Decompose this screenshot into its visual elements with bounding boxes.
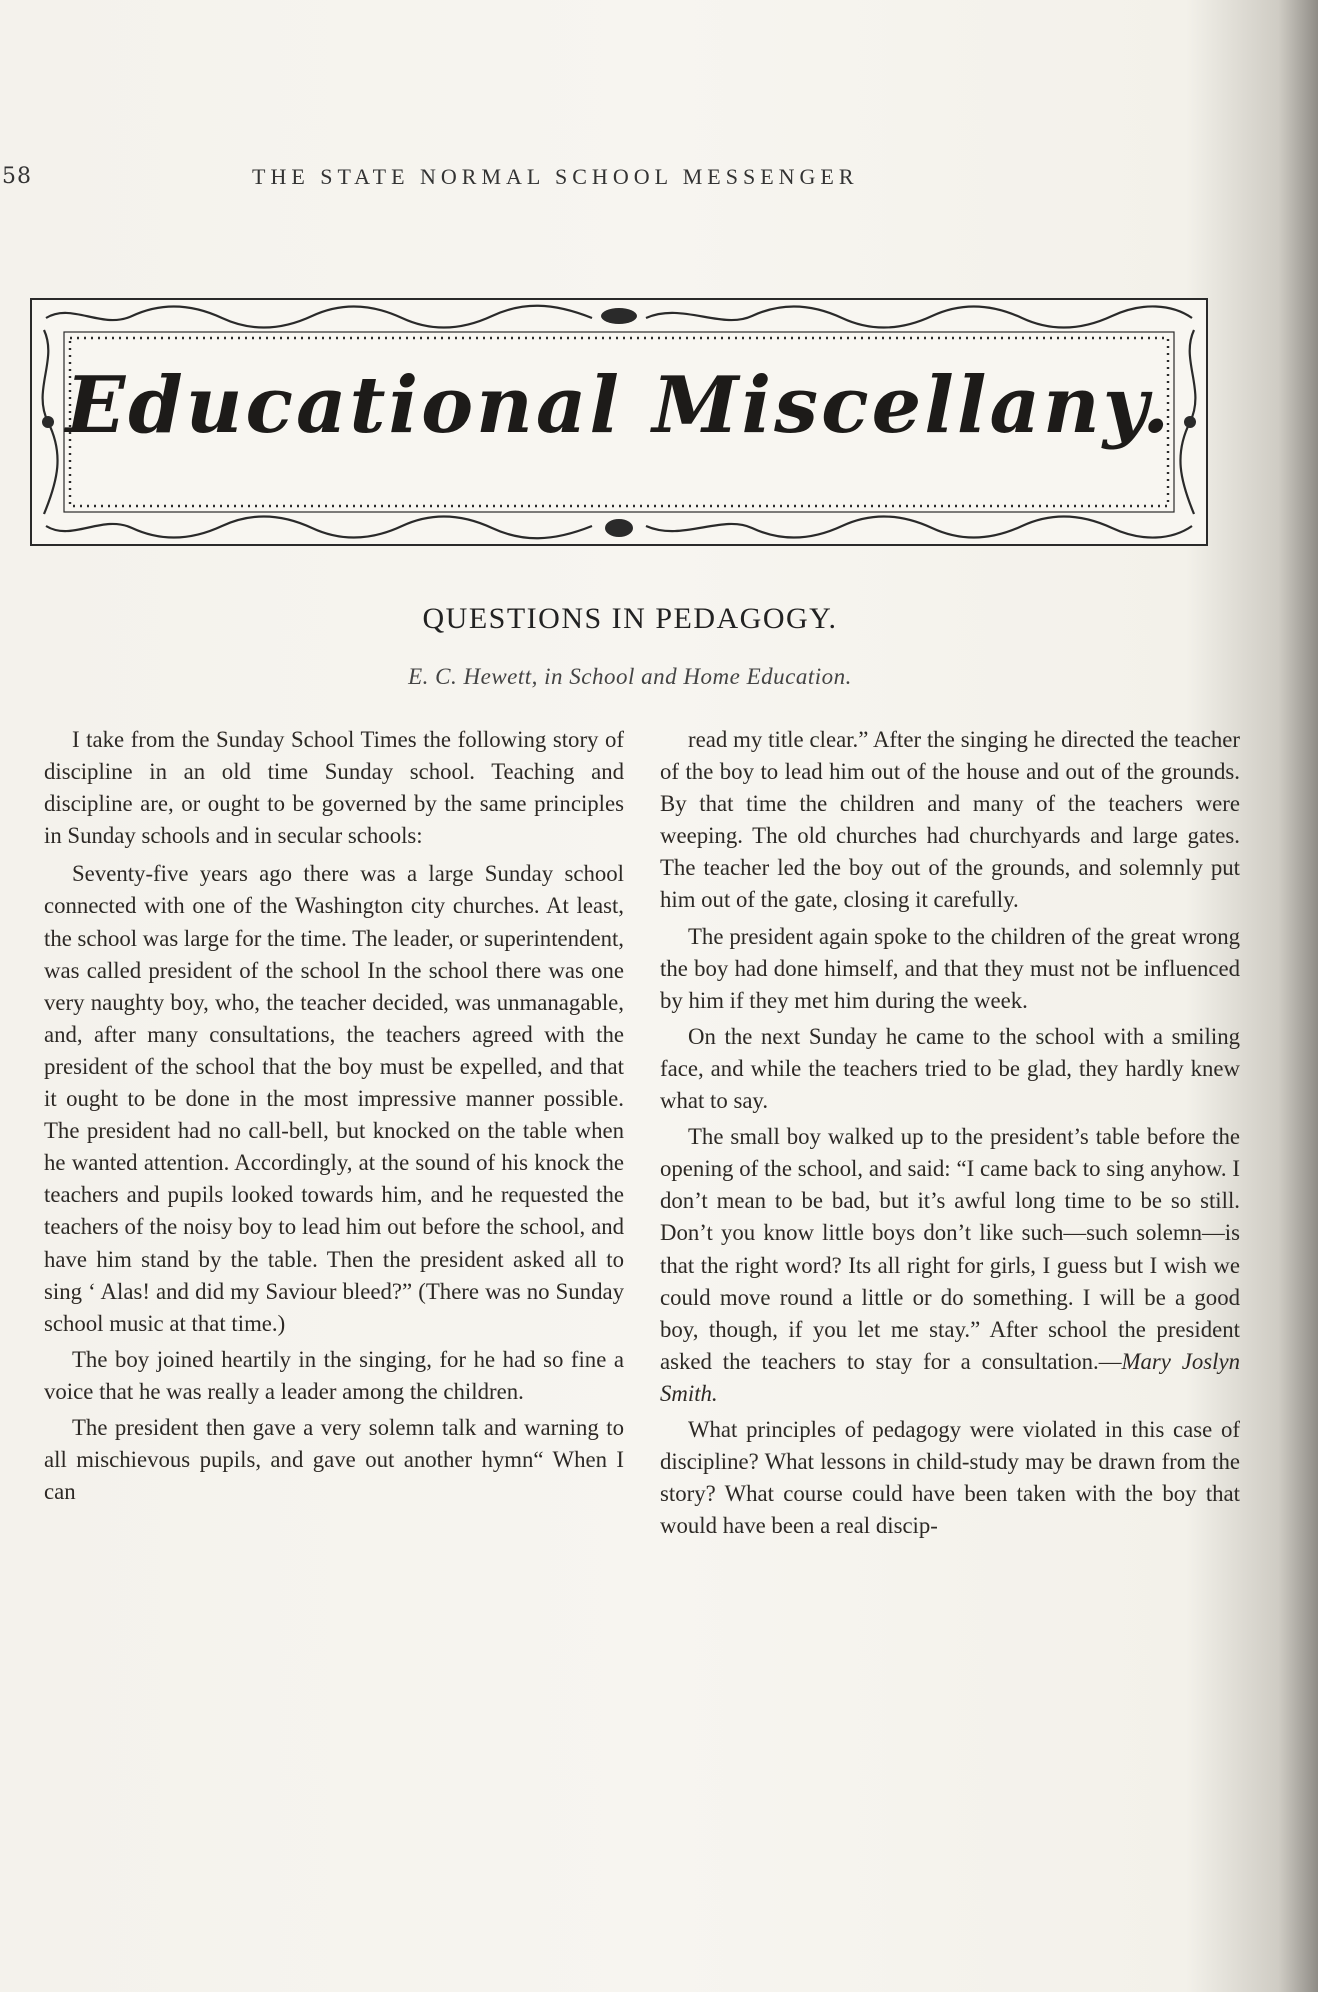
section-banner <box>30 298 1208 546</box>
article-byline: E. C. Hewett, in School and Home Education. <box>408 664 852 689</box>
running-head <box>0 164 1260 194</box>
paragraph: On the next Sunday he came to the school with a smiling face, and while the teachers tried to be glad, they hardly knew what to say. <box>660 1023 1240 1114</box>
paragraph-text: The small boy walked up to the president’s table before the opening of the school, and said: “I came back to sing anyhow. I don’t mean to be bad, but it’s awful long time to be so still. Don’t you know little boys don’t like such—such solemn—is that the right word? Its all right for girls, I guess but I wish we could move round a little or do something. I will be a good boy, though, if you let me stay.” After school the president asked the teachers to stay for a consultation.— <box>660 1124 1240 1374</box>
right-column <box>660 724 1240 1542</box>
page-number: 58 <box>2 164 32 189</box>
paragraph: I take from the Sunday School Times the following story of discipline in an old time Sunday school. Teaching and discipline are, or ought to be governed by the same principles in Sunday schools and in secular schools: <box>44 727 624 849</box>
paragraph: What principles of pedagogy were violated in this case of discipline? What lessons in child-study may be drawn from the story? What course could have been taken with the boy that would have been a real discip- <box>660 1416 1240 1539</box>
paragraph: The boy joined heartily in the singing, for he had so fine a voice that he was really a leader among the children. <box>44 1346 624 1404</box>
paragraph: The president then gave a very solemn talk and warning to all mischievous pupils, and gave out another hymn“ When I can <box>44 1414 624 1505</box>
signature: Mary Joslyn Smith. <box>660 1348 1240 1406</box>
paragraph: read my title clear.” After the singing he directed the teacher of the boy to lead him out of the house and out of the grounds. By that time the children and many of the teachers were weeping. The old churches had churchyards and large gates. The teacher led the boy out of the grounds, and solemnly put him out of the gate, closing it carefully. <box>660 727 1240 913</box>
article-title: QUESTIONS IN PEDAGOGY. <box>422 602 838 635</box>
paragraph: Seventy-five years ago there was a large Sunday school connected with one of the Washington city churches. At least, the school was large for the time. The leader, or superintendent, was called president of the school In the school there was one very naughty boy, who, the teacher decided, was unmanagable, and, after many consultations, the teachers agreed with the president of the school that the boy must be expelled, and that it ought to be done in the most impressive manner possible. The president had no call-bell, but knocked on the table when he wanted attention. Accordingly, at the sound of his knock the teachers and pupils looked towards him, and he requested the teachers of the noisy boy to lead him out before the school, and have him stand by the table. Then the president asked all to sing ‘ Alas! and did my Saviour bleed?” (There was no Sunday school music at that time.) <box>44 861 625 1336</box>
paragraph-with-signature <box>660 1121 1240 1410</box>
left-column <box>44 724 624 1508</box>
paragraph: The president again spoke to the children of the great wrong the boy had done himself, and that they must not be influenced by him if they met him during the week. <box>660 923 1240 1013</box>
journal-title: THE STATE NORMAL SCHOOL MESSENGER <box>252 164 859 189</box>
banner-title: Educational Miscellany. <box>65 360 1173 451</box>
